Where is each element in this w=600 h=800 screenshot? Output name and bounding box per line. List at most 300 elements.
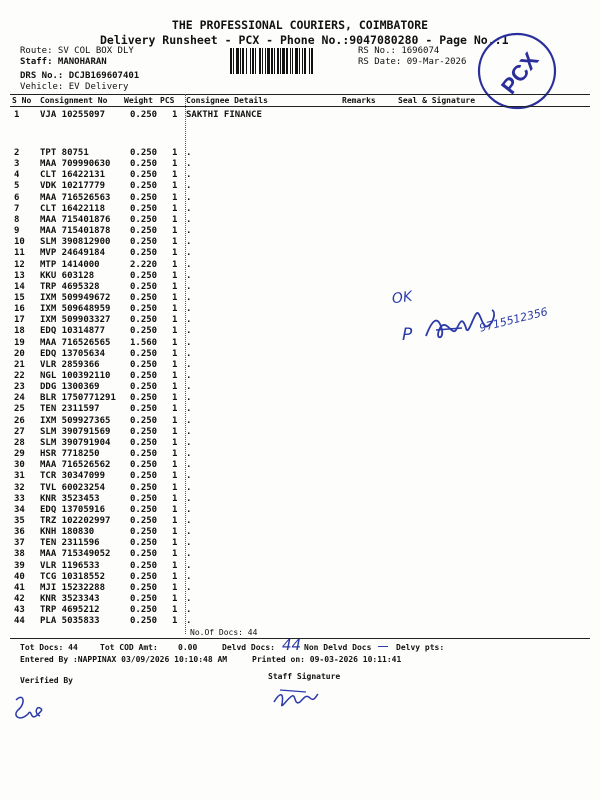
row-con: MAA 716526562 bbox=[40, 460, 111, 471]
row-con: TPT 80751 bbox=[40, 148, 89, 158]
table-row bbox=[0, 538, 600, 549]
staff-signature-label: Staff Signature bbox=[268, 672, 341, 681]
table-row bbox=[0, 594, 600, 605]
row-wt: 0.250 bbox=[130, 605, 158, 616]
pcx-stamp-icon bbox=[476, 30, 558, 112]
row-wt: 0.250 bbox=[130, 527, 158, 538]
row-wt: 0.250 bbox=[130, 616, 158, 627]
row-sno: 37 bbox=[14, 538, 25, 549]
row-pcs: 1 bbox=[172, 170, 178, 181]
row-cne: . bbox=[186, 404, 192, 415]
table-row bbox=[0, 360, 600, 371]
row-pcs: 1 bbox=[172, 259, 178, 270]
row-pcs: 1 bbox=[172, 415, 178, 426]
table-row bbox=[0, 416, 600, 427]
table-row bbox=[0, 282, 600, 293]
row-con: SLM 390812900 bbox=[40, 237, 111, 248]
row-pcs: 1 bbox=[172, 148, 178, 158]
row-con: TCG 10318552 bbox=[40, 571, 106, 582]
table-row bbox=[0, 326, 600, 337]
printed-on: Printed on: 09-03-2026 10:11:41 bbox=[252, 655, 402, 664]
row-pcs: 1 bbox=[172, 571, 178, 582]
row-pcs: 1 bbox=[172, 471, 178, 482]
row-cne: . bbox=[186, 527, 192, 538]
row-sno: 39 bbox=[14, 560, 25, 571]
row-sno: 42 bbox=[14, 594, 25, 604]
row-con: SLM 390791569 bbox=[40, 426, 111, 437]
col-consignment: Consignment No bbox=[40, 96, 108, 105]
row-wt: 0.250 bbox=[130, 493, 158, 504]
row-cne: . bbox=[186, 304, 192, 315]
row-wt: 0.250 bbox=[130, 382, 158, 393]
row-sno: 10 bbox=[14, 237, 25, 248]
row-wt: 0.250 bbox=[130, 326, 158, 337]
rs-number: RS No.: 1696074 bbox=[358, 46, 440, 56]
row-pcs: 1 bbox=[172, 315, 178, 326]
row-con: TEN 2311597 bbox=[40, 404, 100, 415]
row-sno: 15 bbox=[14, 292, 25, 303]
row-wt: 0.250 bbox=[130, 471, 158, 482]
row-wt: 0.250 bbox=[130, 460, 158, 471]
row-con: CLT 16422131 bbox=[40, 170, 106, 181]
row-con: PLA 5035833 bbox=[40, 616, 100, 627]
col-consignee: Consignee Details bbox=[186, 96, 268, 105]
row-pcs: 1 bbox=[172, 371, 178, 381]
row-sno: 35 bbox=[14, 515, 25, 526]
row-wt: 0.250 bbox=[130, 270, 158, 281]
row-wt: 0.250 bbox=[130, 237, 158, 248]
row-sno: 14 bbox=[14, 281, 25, 292]
row-cne: . bbox=[186, 237, 192, 248]
row-pcs: 1 bbox=[172, 594, 178, 604]
row-con: MVP 24649184 bbox=[40, 248, 106, 259]
header-rule-bottom bbox=[10, 106, 590, 107]
table-row bbox=[0, 349, 600, 360]
row-cne: . bbox=[186, 582, 192, 593]
row-con: TEN 2311596 bbox=[40, 538, 100, 549]
row-cne: . bbox=[186, 148, 192, 158]
row-wt: 0.250 bbox=[130, 482, 158, 493]
row-pcs: 1 bbox=[172, 527, 178, 538]
row-cne: . bbox=[186, 594, 192, 604]
row-pcs: 1 bbox=[172, 237, 178, 248]
table-row bbox=[0, 483, 600, 494]
row-wt: 0.250 bbox=[130, 437, 158, 448]
row-pcs: 1 bbox=[172, 515, 178, 526]
row-wt: 0.250 bbox=[130, 315, 158, 326]
row-con: IXM 509903327 bbox=[40, 315, 111, 326]
row-cne: . bbox=[186, 482, 192, 493]
handwritten-p: P bbox=[402, 325, 413, 345]
row-wt: 0.250 bbox=[130, 214, 158, 225]
table-row bbox=[0, 505, 600, 516]
row-pcs: 1 bbox=[172, 226, 178, 237]
stamp-text: PCX bbox=[495, 47, 544, 99]
row-cne: . bbox=[186, 437, 192, 448]
row-cne: . bbox=[186, 515, 192, 526]
row-pcs: 1 bbox=[172, 560, 178, 571]
row-con: CLT 16422118 bbox=[40, 203, 106, 214]
row-sno: 22 bbox=[14, 371, 25, 381]
row-wt: 2.220 bbox=[130, 259, 158, 270]
row-con: TRZ 102202997 bbox=[40, 515, 111, 526]
staff-signature-icon bbox=[270, 684, 322, 714]
row-cne: . bbox=[186, 226, 192, 237]
row-cne: . bbox=[186, 415, 192, 426]
delvd-docs-label: Delvd Docs: bbox=[222, 643, 275, 652]
row-wt: 0.250 bbox=[130, 192, 158, 203]
row-cne: . bbox=[186, 560, 192, 571]
row-cne: . bbox=[186, 504, 192, 515]
tot-docs: Tot Docs: 44 bbox=[20, 643, 78, 652]
table-row bbox=[0, 438, 600, 449]
table-row bbox=[0, 561, 600, 572]
row-sno: 28 bbox=[14, 437, 25, 448]
table-row bbox=[0, 170, 600, 181]
row-sno: 9 bbox=[14, 226, 20, 237]
row-cne: . bbox=[186, 315, 192, 326]
table-row bbox=[0, 293, 600, 304]
row-wt: 0.250 bbox=[130, 538, 158, 549]
row-con: MAA 715401876 bbox=[40, 214, 111, 225]
row-cne: . bbox=[186, 382, 192, 393]
row-sno: 17 bbox=[14, 315, 25, 326]
row-wt: 0.250 bbox=[130, 148, 158, 158]
table-row bbox=[0, 204, 600, 215]
row-pcs: 1 bbox=[172, 482, 178, 493]
row-cne: . bbox=[186, 170, 192, 181]
row-cne: . bbox=[186, 248, 192, 259]
row-cne: . bbox=[186, 460, 192, 471]
non-delvd-mark bbox=[378, 646, 388, 647]
row-sno: 33 bbox=[14, 493, 25, 504]
row-cne: . bbox=[186, 214, 192, 225]
row-con: MAA 715401878 bbox=[40, 226, 111, 237]
row-pcs: 1 bbox=[172, 605, 178, 616]
drs-number: DRS No.: DCJB169607401 bbox=[20, 71, 140, 81]
row-pcs: 1 bbox=[172, 281, 178, 292]
row-cne: . bbox=[186, 181, 192, 192]
row-pcs: 1 bbox=[172, 304, 178, 315]
barcode-icon bbox=[230, 48, 355, 74]
row-wt: 0.250 bbox=[130, 248, 158, 259]
table-row bbox=[0, 371, 600, 382]
row-sno: 8 bbox=[14, 214, 20, 225]
row-pcs: 1 bbox=[172, 348, 178, 359]
row-cne: . bbox=[186, 449, 192, 460]
row-sno: 34 bbox=[14, 504, 25, 515]
table-row bbox=[0, 159, 600, 170]
vehicle-label: Vehicle: EV Delivery bbox=[20, 82, 129, 92]
row-cne: . bbox=[186, 281, 192, 292]
row-pcs: 1 bbox=[172, 382, 178, 393]
row-pcs: 1 bbox=[172, 214, 178, 225]
table-row bbox=[0, 271, 600, 282]
table-row bbox=[0, 181, 600, 192]
row-sno: 31 bbox=[14, 471, 25, 482]
row-con: MJI 15232288 bbox=[40, 582, 106, 593]
row-con: DDG 1300369 bbox=[40, 382, 100, 393]
row-sno: 12 bbox=[14, 259, 25, 270]
row-con: MAA 716526565 bbox=[40, 337, 111, 348]
row-sno: 5 bbox=[14, 181, 20, 192]
verified-by-label: Verified By bbox=[20, 676, 73, 685]
row-wt: 0.250 bbox=[130, 181, 158, 192]
row-cne: . bbox=[186, 471, 192, 482]
row-sno: 2 bbox=[14, 148, 20, 158]
row-con: VJA 10255097 bbox=[40, 110, 106, 120]
row-con: VDK 10217779 bbox=[40, 181, 106, 192]
row-sno: 41 bbox=[14, 582, 25, 593]
row-sno: 38 bbox=[14, 549, 25, 560]
row-wt: 0.250 bbox=[130, 582, 158, 593]
row-cne: . bbox=[186, 192, 192, 203]
row-cne: SAKTHI FINANCE bbox=[186, 110, 262, 120]
tot-cod-label: Tot COD Amt: bbox=[100, 643, 158, 652]
rs-date: RS Date: 09-Mar-2026 bbox=[358, 57, 467, 67]
row-wt: 0.250 bbox=[130, 203, 158, 214]
row-sno: 24 bbox=[14, 393, 25, 404]
row-pcs: 1 bbox=[172, 493, 178, 504]
route-label: Route: SV COL BOX DLY bbox=[20, 46, 134, 56]
row-con: VLR 1196533 bbox=[40, 560, 100, 571]
row-cne: . bbox=[186, 203, 192, 214]
no-of-docs: No.Of Docs: 44 bbox=[190, 628, 258, 637]
table-row bbox=[0, 572, 600, 583]
row-pcs: 1 bbox=[172, 449, 178, 460]
row-con: MAA 709990630 bbox=[40, 159, 111, 170]
col-weight: Weight bbox=[124, 96, 153, 105]
company-title: THE PROFESSIONAL COURIERS, COIMBATORE bbox=[171, 18, 429, 32]
row-cne: . bbox=[186, 371, 192, 381]
row-con: KNR 3523343 bbox=[40, 594, 100, 604]
row-con: IXM 509927365 bbox=[40, 415, 111, 426]
row-sno: 30 bbox=[14, 460, 25, 471]
row-cne: . bbox=[186, 538, 192, 549]
row-pcs: 1 bbox=[172, 549, 178, 560]
row-con: KKU 603128 bbox=[40, 270, 95, 281]
row-pcs: 1 bbox=[172, 359, 178, 370]
row-con: TCR 30347099 bbox=[40, 471, 106, 482]
row-sno: 23 bbox=[14, 382, 25, 393]
row-wt: 0.250 bbox=[130, 571, 158, 582]
row-con: TRP 4695212 bbox=[40, 605, 100, 616]
row-con: TRP 4695328 bbox=[40, 281, 100, 292]
row-wt: 0.250 bbox=[130, 393, 158, 404]
row-wt: 0.250 bbox=[130, 449, 158, 460]
row-pcs: 1 bbox=[172, 292, 178, 303]
row-con: BLR 1750771291 bbox=[40, 393, 116, 404]
row-pcs: 1 bbox=[172, 248, 178, 259]
row-wt: 0.250 bbox=[130, 159, 158, 170]
row-pcs: 1 bbox=[172, 393, 178, 404]
row-sno: 27 bbox=[14, 426, 25, 437]
row-wt: 0.250 bbox=[130, 371, 158, 381]
row-wt: 0.250 bbox=[130, 515, 158, 526]
row-con: MAA 716526563 bbox=[40, 192, 111, 203]
table-row bbox=[0, 215, 600, 226]
row-cne: . bbox=[186, 549, 192, 560]
row-con: MAA 715349052 bbox=[40, 549, 111, 560]
row-pcs: 1 bbox=[172, 159, 178, 170]
row-sno: 7 bbox=[14, 203, 20, 214]
row-sno: 29 bbox=[14, 449, 25, 460]
row-con: VLR 2859366 bbox=[40, 359, 100, 370]
row-cne: . bbox=[186, 270, 192, 281]
row-con: EDQ 13705916 bbox=[40, 504, 106, 515]
row-pcs: 1 bbox=[172, 337, 178, 348]
delvy-pts-label: Delvy pts: bbox=[396, 643, 445, 652]
table-row bbox=[0, 605, 600, 616]
row-cne: . bbox=[186, 337, 192, 348]
row-wt: 0.250 bbox=[130, 292, 158, 303]
row-con: KNH 180830 bbox=[40, 527, 95, 538]
row-con: HSR 7718250 bbox=[40, 449, 100, 460]
row-cne: . bbox=[186, 259, 192, 270]
handwritten-phone: 9715512356 bbox=[478, 305, 550, 335]
row-sno: 3 bbox=[14, 159, 20, 170]
row-pcs: 1 bbox=[172, 460, 178, 471]
row-wt: 0.250 bbox=[130, 594, 158, 604]
row-sno: 13 bbox=[14, 270, 25, 281]
row-wt: 0.250 bbox=[130, 549, 158, 560]
table-row bbox=[0, 193, 600, 204]
row-sno: 20 bbox=[14, 348, 25, 359]
row-sno: 36 bbox=[14, 527, 25, 538]
col-seal: Seal & Signature bbox=[398, 96, 476, 105]
table-row bbox=[0, 248, 600, 259]
table-row bbox=[0, 583, 600, 594]
table-row bbox=[0, 260, 600, 271]
table-row bbox=[0, 616, 600, 627]
table-row bbox=[0, 516, 600, 527]
row-pcs: 1 bbox=[172, 192, 178, 203]
row-sno: 26 bbox=[14, 415, 25, 426]
row-wt: 0.250 bbox=[130, 415, 158, 426]
staff-label: Staff: MANOHARAN bbox=[20, 57, 107, 67]
row-sno: 1 bbox=[14, 110, 20, 120]
table-row bbox=[0, 404, 600, 415]
row-wt: 0.250 bbox=[130, 560, 158, 571]
table-row bbox=[0, 148, 600, 159]
table-row bbox=[0, 393, 600, 404]
row-pcs: 1 bbox=[172, 270, 178, 281]
table-row bbox=[0, 338, 600, 349]
row-wt: 0.250 bbox=[130, 110, 158, 120]
col-remarks: Remarks bbox=[342, 96, 376, 105]
row-pcs: 1 bbox=[172, 326, 178, 337]
row-sno: 6 bbox=[14, 192, 20, 203]
tot-cod-value: 0.00 bbox=[178, 643, 198, 652]
row-pcs: 1 bbox=[172, 437, 178, 448]
row-con: NGL 100392110 bbox=[40, 371, 111, 381]
non-delvd-docs-label: Non Delvd Docs bbox=[304, 643, 372, 652]
row-sno: 21 bbox=[14, 359, 25, 370]
table-row bbox=[0, 471, 600, 482]
row-con: MTP 1414000 bbox=[40, 259, 100, 270]
row-cne: . bbox=[186, 326, 192, 337]
row-con: SLM 390791904 bbox=[40, 437, 111, 448]
table-row bbox=[0, 237, 600, 248]
row-pcs: 1 bbox=[172, 203, 178, 214]
col-sno: S No bbox=[12, 96, 32, 105]
row-con: EDQ 13705634 bbox=[40, 348, 106, 359]
row-pcs: 1 bbox=[172, 181, 178, 192]
row-wt: 0.250 bbox=[130, 504, 158, 515]
delvd-docs-handwritten: 44 bbox=[282, 636, 302, 654]
row-sno: 25 bbox=[14, 404, 25, 415]
entered-by: Entered By :NAPPINAX 03/09/2026 10:10:48 AM bbox=[20, 655, 228, 664]
row-con: IXM 509949672 bbox=[40, 292, 111, 303]
runsheet-subtitle: Delivery Runsheet - PCX - Phone No.:9047080280 - Page No.:1 bbox=[100, 33, 509, 47]
row-pcs: 1 bbox=[172, 538, 178, 549]
row-cne: . bbox=[186, 426, 192, 437]
row-sno: 44 bbox=[14, 616, 25, 627]
verifier-signature-icon bbox=[10, 690, 50, 726]
row-pcs: 1 bbox=[172, 582, 178, 593]
row-wt: 0.250 bbox=[130, 426, 158, 437]
row-pcs: 1 bbox=[172, 616, 178, 627]
row-pcs: 1 bbox=[172, 404, 178, 415]
table-row bbox=[0, 549, 600, 560]
row-wt: 0.250 bbox=[130, 359, 158, 370]
table-row bbox=[0, 110, 600, 121]
table-row bbox=[0, 460, 600, 471]
table-row bbox=[0, 449, 600, 460]
row-con: EDQ 10314877 bbox=[40, 326, 106, 337]
row-sno: 32 bbox=[14, 482, 25, 493]
row-cne: . bbox=[186, 393, 192, 404]
row-cne: . bbox=[186, 292, 192, 303]
row-sno: 4 bbox=[14, 170, 20, 181]
table-row bbox=[0, 427, 600, 438]
row-cne: . bbox=[186, 616, 192, 627]
row-cne: . bbox=[186, 493, 192, 504]
row-con: IXM 509648959 bbox=[40, 304, 111, 315]
row-pcs: 1 bbox=[172, 426, 178, 437]
table-row bbox=[0, 226, 600, 237]
row-sno: 43 bbox=[14, 605, 25, 616]
row-cne: . bbox=[186, 359, 192, 370]
table-row bbox=[0, 494, 600, 505]
row-cne: . bbox=[186, 571, 192, 582]
row-sno: 40 bbox=[14, 571, 25, 582]
handwritten-ok: OK bbox=[390, 288, 414, 308]
row-wt: 0.250 bbox=[130, 348, 158, 359]
header-rule-top bbox=[10, 94, 590, 95]
row-sno: 11 bbox=[14, 248, 25, 259]
row-cne: . bbox=[186, 605, 192, 616]
row-wt: 0.250 bbox=[130, 281, 158, 292]
row-wt: 0.250 bbox=[130, 226, 158, 237]
row-wt: 1.560 bbox=[130, 337, 158, 348]
row-con: KNR 3523453 bbox=[40, 493, 100, 504]
row-wt: 0.250 bbox=[130, 304, 158, 315]
table-row bbox=[0, 527, 600, 538]
row-cne: . bbox=[186, 348, 192, 359]
row-wt: 0.250 bbox=[130, 170, 158, 181]
row-cne: . bbox=[186, 159, 192, 170]
row-sno: 19 bbox=[14, 337, 25, 348]
row-pcs: 1 bbox=[172, 504, 178, 515]
row-sno: 18 bbox=[14, 326, 25, 337]
table-row bbox=[0, 382, 600, 393]
col-pcs: PCS bbox=[160, 96, 175, 105]
row-sno: 16 bbox=[14, 304, 25, 315]
row-con: TVL 60023254 bbox=[40, 482, 106, 493]
row-wt: 0.250 bbox=[130, 404, 158, 415]
row-pcs: 1 bbox=[172, 110, 178, 120]
